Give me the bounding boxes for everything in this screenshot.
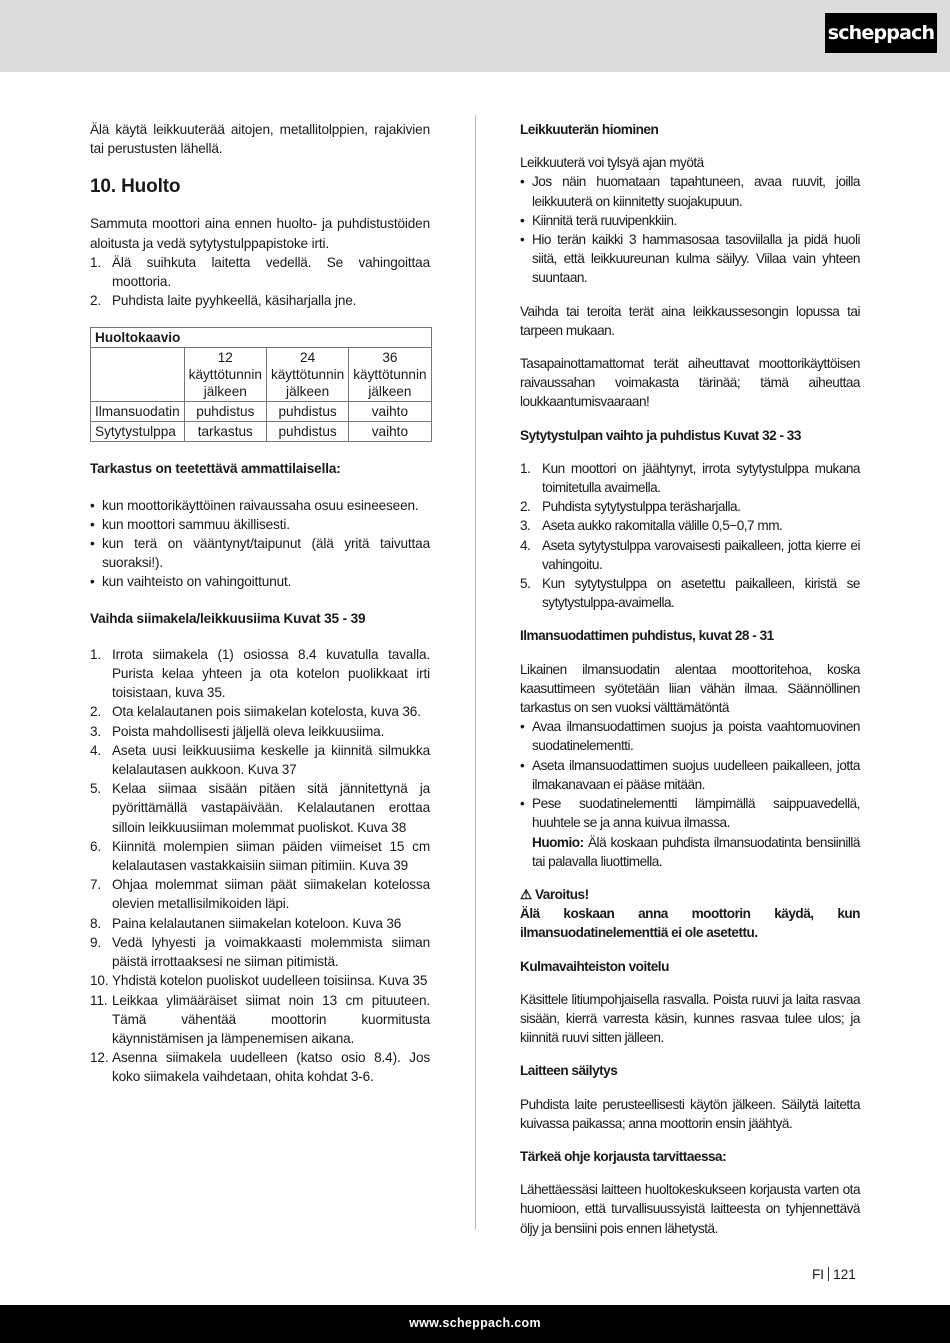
note-label: Huomio: [532, 834, 584, 850]
item-text: kun moottori sammuu äkillisesti. [102, 516, 290, 532]
item-text: Älä suihkuta laitetta vedellä. Se vahingoittaa moottoria. [112, 254, 430, 290]
paragraph: Tasapainottamattomat terät aiheuttavat moottorikäyttöisen raivaussahan voimakasta tärinää; tämä aiheuttaa loukkaantumisvaaraan! [520, 356, 860, 410]
list-item [90, 572, 430, 591]
item-number: 3. [520, 518, 531, 534]
paragraph: Lähettäessäsi laitteen huoltokeskukseen korjausta varten ota huomioon, että turvallisuussyistä laitteesta on tyhjennettävä öljy ja bensiini pois ennen lähetystä. [520, 1182, 860, 1236]
header-bar [0, 0, 950, 72]
table-row [91, 422, 432, 442]
item-number: 9. [90, 934, 102, 950]
website-link[interactable]: www.scheppach.com [409, 1316, 541, 1330]
item-text: Puhdista laite pyyhkeellä, käsiharjalla jne. [112, 293, 357, 309]
item-text: Jos näin huomataan tapahtuneen, avaa ruuvit, joilla leikkuuterä on kiinnitetty suojakupuun. [532, 174, 860, 209]
item-text: Pese suodatinelementti lämpimällä saippuavedellä, huuhtele se ja anna kuivua ilmassa. [532, 796, 860, 831]
language-code: FI [812, 1267, 825, 1282]
table-cell: puhdistus [266, 422, 348, 442]
table-row [91, 402, 432, 422]
bullet: • [90, 574, 95, 590]
scheppach-logo: scheppach [825, 13, 937, 53]
bullet: • [90, 536, 95, 552]
list-item [520, 717, 860, 755]
item-text: Aseta sytytystulppa varovaisesti paikalleen, jotta kierre ei vahingoitu. [542, 537, 860, 572]
bullet: • [520, 232, 525, 248]
footer-bar [0, 1305, 950, 1343]
paragraph: Vaihda tai teroita terät aina leikkaussesongin lopussa tai tarpeen mukaan. [520, 303, 860, 338]
bullet: • [520, 212, 525, 228]
item-number: 1. [90, 646, 102, 662]
list-item [90, 971, 430, 990]
list-item [520, 756, 860, 794]
paragraph: Likainen ilmansuodatin alentaa moottoritehoa, koska kaasuttimeen syötetään liian vähän ilmaa. Säännöllinen tarkastus on sen vuoksi välttämätöntä [520, 661, 860, 716]
item-text: Vedä lyhyesti ja voimakkaasti molemmista siiman päistä irrottaaksesi ne siiman pitimistä. [112, 934, 430, 970]
list-item [520, 230, 860, 288]
warning-heading: ⚠ Varoitus! [520, 886, 589, 902]
table-cell: tarkastus [184, 422, 266, 442]
bold-heading: Leikkuuterän hiominen [520, 122, 659, 137]
left-column [90, 120, 430, 1104]
item-text: Kiinnitä terä ruuvipenkkiin. [532, 212, 677, 228]
bullet: • [90, 497, 95, 513]
item-text: Kelaa siimaa sisään pitäen sitä jännitettynä ja pyörittämällä vastapäivään. Kelalautanen erottaa silloin leikkuusiiman molemmat puoliskot. Kuva 38 [112, 781, 430, 835]
bold-heading: Ilmansuodattimen puhdistus, kuvat 28 - 31 [520, 628, 774, 644]
note-text: Älä koskaan puhdista ilmansuodatinta bensiinillä tai palavalla liuottimella. [532, 834, 860, 869]
item-text: Ota kelalautanen pois siimakelan kotelosta, kuva 36. [112, 704, 421, 720]
numbered-list [520, 459, 860, 613]
table-header-cell [91, 348, 185, 402]
list-item [90, 722, 430, 741]
paragraph: Leikkuuterä voi tylsyä ajan myötä [520, 155, 704, 171]
item-number: 2. [90, 293, 102, 309]
table-cell: Ilmansuodatin [91, 402, 185, 422]
bullet-list [520, 717, 860, 871]
item-number: 5. [520, 576, 531, 592]
table-cell: vaihto [349, 422, 431, 442]
item-number: 5. [90, 781, 102, 797]
item-number: 1. [520, 460, 531, 476]
list-item [90, 496, 430, 515]
item-text: Kun moottori on jäähtynyt, irrota sytytystulppa mukana toimitetulla avaimella. [542, 460, 860, 496]
page-number [812, 1265, 856, 1284]
item-text: Puhdista sytytystulppa teräsharjalla. [542, 499, 741, 515]
table-cell: Sytytystulppa [91, 422, 185, 442]
item-text: kun moottorikäyttöinen raivaussaha osuu esineeseen. [102, 497, 419, 513]
list-item [90, 837, 430, 875]
numbered-list [90, 645, 430, 1087]
item-text: Asenna siimakela uudelleen (katso osio 8.4). Jos koko siimakela vaihdetaan, ohita kohdat 3-6. [112, 1050, 430, 1085]
item-number: 6. [90, 838, 102, 854]
paragraph: Sammuta moottori aina ennen huolto- ja puhdistustöiden aloitusta ja vedä sytytystulppapistoke irti. [90, 216, 430, 251]
item-text: Kun sytytystulppa on asetettu paikalleen, kiristä se sytytystulppa-avaimella. [542, 576, 860, 611]
table-header-cell: 36 käyttötunnin jälkeen [349, 348, 431, 402]
item-text: Avaa ilmansuodattimen suojus ja poista vaahtomuovinen suodatinelementti. [532, 719, 860, 754]
list-item [90, 875, 430, 913]
bold-heading: Vaihda siimakela/leikkuusiima Kuvat 35 - 39 [90, 610, 366, 626]
item-number: 1. [90, 254, 102, 270]
list-item [520, 516, 860, 535]
bold-heading: Kulmavaihteiston voitelu [520, 958, 669, 974]
item-number: 10. [90, 973, 109, 989]
list-item [520, 794, 860, 871]
right-column [520, 120, 860, 1252]
page-number-value: 121 [833, 1267, 856, 1282]
item-text: Aseta aukko rakomitalla välille 0,5−0,7 mm. [542, 518, 783, 534]
bullet-list [90, 496, 430, 592]
item-text: Kiinnitä molempien siiman päiden viimeiset 15 cm kelalautasen vastakkaisiin siiman pitimiin. Kuva 39 [112, 838, 430, 874]
item-number: 8. [90, 915, 102, 931]
list-item [520, 497, 860, 516]
item-text: kun vaihteisto on vahingoittunut. [102, 574, 292, 590]
bold-heading: Tarkastus on teetettävä ammattilaisella: [90, 461, 341, 477]
item-number: 4. [90, 742, 102, 758]
table-cell: vaihto [349, 402, 431, 422]
item-number: 2. [520, 499, 531, 515]
item-text: Irrota siimakela (1) osiossa 8.4 kuvatulla tavalla. Purista kelaa yhteen ja ota kotelon puolikkaat irti toisistaan, kuva 35. [112, 646, 430, 701]
item-number: 12. [90, 1050, 109, 1066]
table-title-row [91, 328, 432, 348]
item-text: Ohjaa molemmat siiman päät siimakelan kotelossa olevien metallisilmikoiden läpi. [112, 877, 430, 912]
list-item [90, 253, 430, 291]
item-text: Leikkaa ylimääräiset siimat noin 13 cm pituuteen. Tämä vähentää moottorin kuormitusta käynnistämisen ja lämpenemisen aikana. [112, 992, 430, 1046]
item-text: Hio terän kaikki 3 hammasosaa tasoviilalla ja pidä huoli siitä, että leikkuureunan kulma säilyy. Viilaa vain yhteen suuntaan. [532, 232, 860, 286]
bullet: • [520, 757, 525, 773]
list-item [90, 291, 430, 310]
list-item [90, 933, 430, 971]
list-item [520, 574, 860, 612]
bullet: • [520, 174, 525, 190]
paragraph: Käsittele litiumpohjaisella rasvalla. Poista ruuvi ja laita rasvaa sisään, kierrä varresta käsin, kunnes rasvaa tulee ulos; ja kiinnitä ruuvi sitten jälleen. [520, 991, 860, 1046]
bold-heading: Älä koskaan anna moottorin käydä, kun ilmansuodatinelementtiä ei ole asetettu. [520, 906, 860, 941]
item-text: Aseta ilmansuodattimen suojus uudelleen paikalleen, jotta ilmakanavaan ei pääse mitään. [532, 757, 860, 792]
bullet: • [520, 719, 525, 735]
list-item [520, 172, 860, 210]
item-number: 4. [520, 537, 531, 553]
list-item [90, 645, 430, 703]
column-divider [475, 115, 476, 1230]
bullet: • [520, 796, 525, 812]
item-text: kun terä on vääntynyt/taipunut (älä yritä taivuttaa suoraksi!). [102, 536, 430, 571]
list-item [90, 515, 430, 534]
bullet-list [520, 172, 860, 287]
list-item [520, 536, 860, 574]
table-title: Huoltokaavio [91, 328, 432, 348]
separator [828, 1267, 829, 1281]
paragraph: Puhdista laite perusteellisesti käytön jälkeen. Säilytä laitetta kuivassa paikassa; anna moottorin ensin jäähtyä. [520, 1096, 860, 1131]
item-text: Yhdistä kotelon puoliskot uudelleen toisiinsa. Kuva 35 [112, 973, 428, 989]
table-header-cell: 12 käyttötunnin jälkeen [184, 348, 266, 402]
maintenance-schedule-table [90, 327, 432, 442]
list-item [520, 459, 860, 497]
item-number: 2. [90, 704, 102, 720]
list-item [90, 702, 430, 721]
item-text: Poista mahdollisesti jäljellä oleva leikkuusiima. [112, 723, 385, 739]
list-item [520, 211, 860, 230]
bold-heading: Tärkeä ohje korjausta tarvittaessa: [520, 1148, 727, 1164]
item-number: 7. [90, 877, 102, 893]
bullet: • [90, 516, 95, 532]
list-item [90, 779, 430, 837]
item-text: Aseta uusi leikkuusiima keskelle ja kiinnitä silmukka kelalautasen aukkoon. Kuva 37 [112, 742, 430, 778]
numbered-list [90, 253, 430, 311]
item-number: 11. [90, 992, 108, 1008]
list-item [90, 914, 430, 933]
table-cell: puhdistus [184, 402, 266, 422]
paragraph: Älä käytä leikkuuterää aitojen, metallitolppien, rajakivien tai perustusten lähellä. [90, 122, 430, 157]
item-number: 3. [90, 723, 102, 739]
table-header-row [91, 348, 432, 402]
bold-heading: Sytytystulpan vaihto ja puhdistus Kuvat 32 - 33 [520, 427, 801, 443]
list-item [90, 534, 430, 572]
table-header-cell: 24 käyttötunnin jälkeen [266, 348, 348, 402]
list-item [90, 741, 430, 779]
section-heading: 10. Huolto [90, 176, 181, 198]
list-item [90, 1048, 430, 1086]
item-text: Paina kelalautanen siimakelan koteloon. Kuva 36 [112, 915, 402, 931]
table-cell: puhdistus [266, 402, 348, 422]
bold-heading: Laitteen säilytys [520, 1063, 618, 1079]
list-item [90, 991, 430, 1049]
